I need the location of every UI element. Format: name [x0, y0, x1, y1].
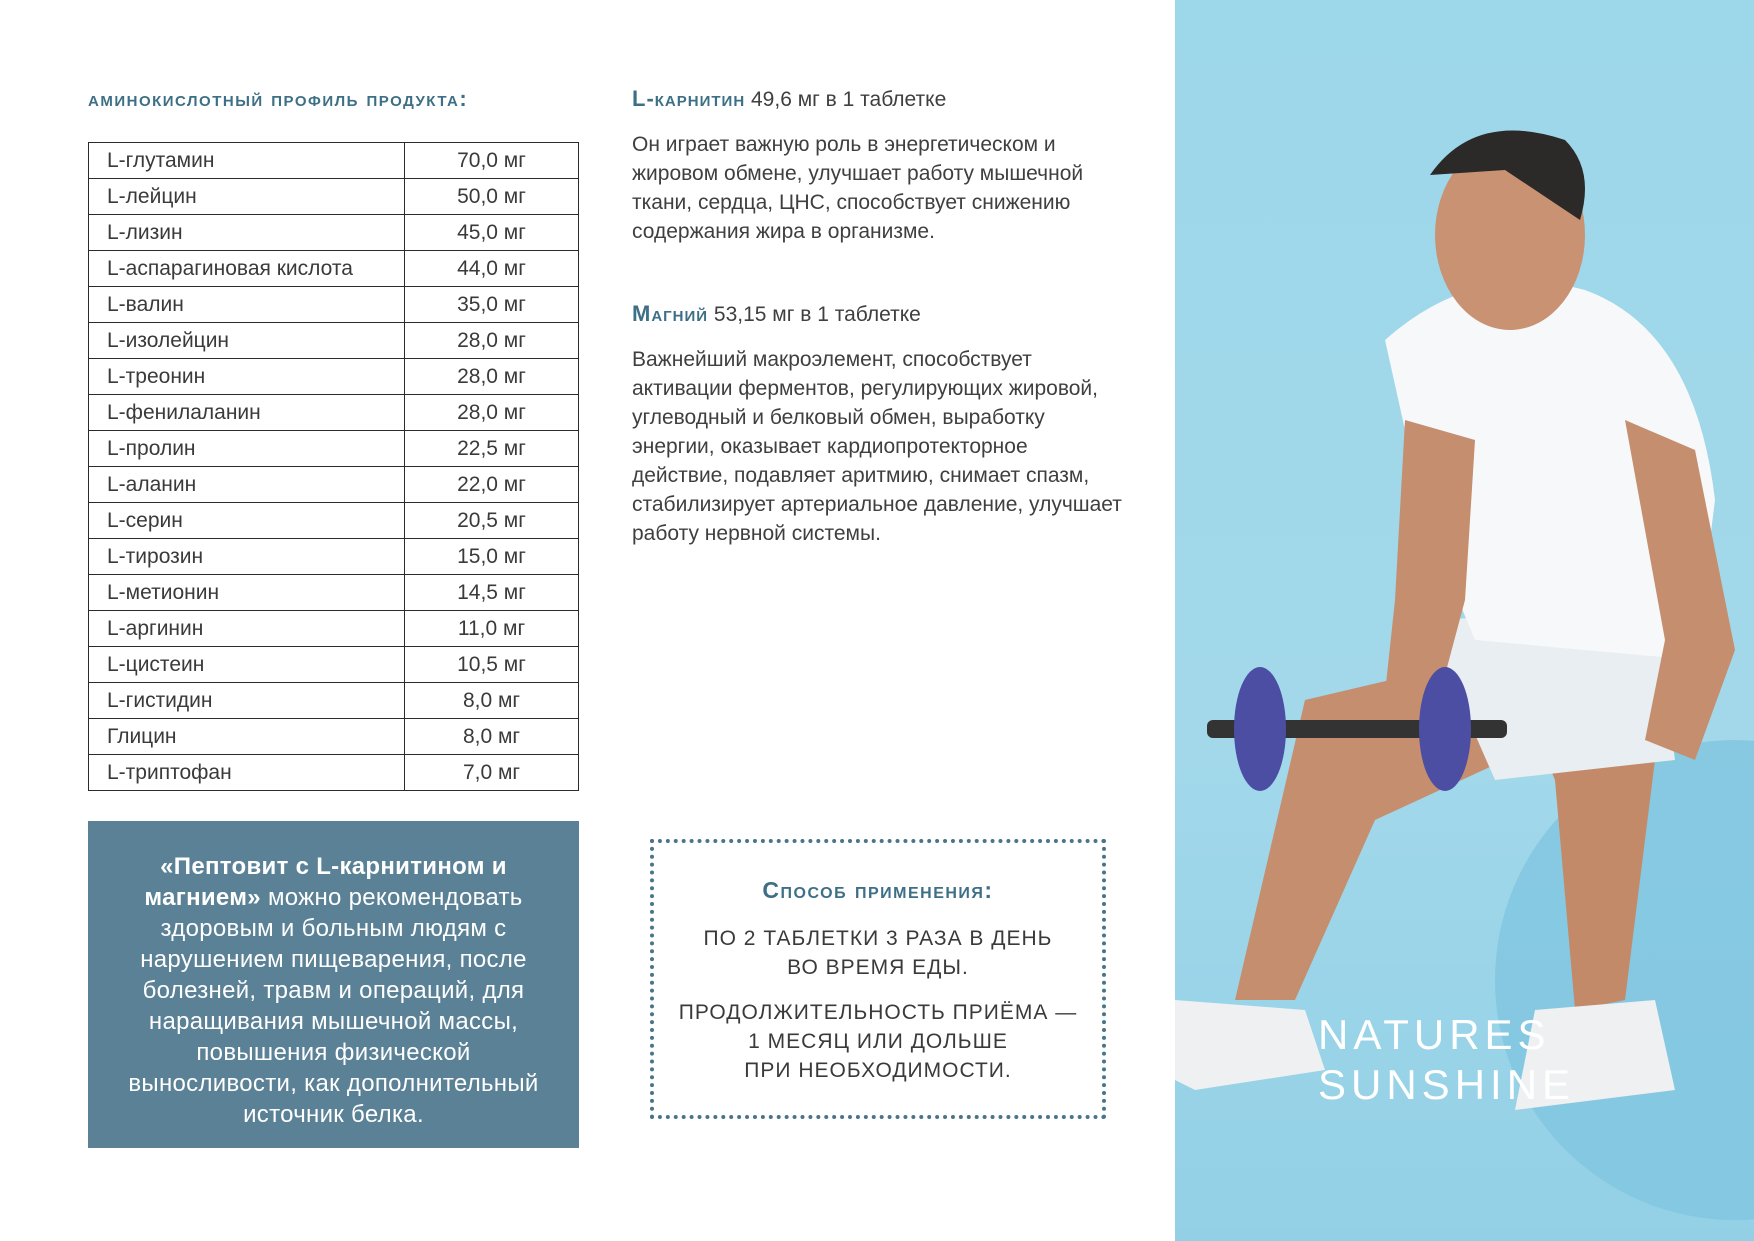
amino-acid-value: 28,0 мг: [405, 359, 579, 395]
amino-acid-name: L-тирозин: [89, 539, 405, 575]
table-row: [89, 215, 579, 251]
usage-line-5: ПРИ НЕОБХОДИМОСТИ.: [744, 1059, 1012, 1082]
magnesium-title: Магний 53,15 мг в 1 таблетке: [632, 301, 921, 326]
amino-acid-name: L-треонин: [89, 359, 405, 395]
amino-acid-name: Глицин: [89, 719, 405, 755]
table-row: [89, 323, 579, 359]
table-row: [89, 431, 579, 467]
amino-acid-name: L-изолейцин: [89, 323, 405, 359]
table-row: [89, 611, 579, 647]
amino-acid-value: 35,0 мг: [405, 287, 579, 323]
table-row: [89, 647, 579, 683]
brand-logo: [1318, 1010, 1575, 1110]
table-row: [89, 359, 579, 395]
table-row: [89, 287, 579, 323]
table-row: [89, 395, 579, 431]
amino-acid-value: 50,0 мг: [405, 179, 579, 215]
amino-acid-name: L-лейцин: [89, 179, 405, 215]
recommendation-text: можно рекомендовать здоровым и больным людям с нарушением пищеварения, после болезней, травм и операций, для наращивания мышечной массы, повышения физической выносливости, как дополнительный источник белка.: [128, 884, 539, 1128]
magnesium-section: [632, 301, 1128, 548]
amino-acid-value: 28,0 мг: [405, 323, 579, 359]
usage-box: [650, 839, 1106, 1119]
table-row: [89, 251, 579, 287]
amino-acid-name: L-серин: [89, 503, 405, 539]
amino-acid-name: L-триптофан: [89, 755, 405, 791]
table-row: [89, 539, 579, 575]
usage-line-1: ПО 2 ТАБЛЕТКИ 3 РАЗА В ДЕНЬ: [703, 927, 1053, 950]
table-row: [89, 683, 579, 719]
carnitine-dose: 49,6 мг в 1 таблетке: [751, 88, 947, 111]
amino-acid-value: 7,0 мг: [405, 755, 579, 791]
usage-line-4: 1 МЕСЯЦ ИЛИ ДОЛЬШЕ: [748, 1030, 1008, 1053]
amino-acid-table: [88, 142, 579, 791]
magnesium-dose: 53,15 мг в 1 таблетке: [713, 303, 921, 326]
amino-acid-value: 8,0 мг: [405, 683, 579, 719]
table-row: [89, 719, 579, 755]
amino-acid-name: L-фенилаланин: [89, 395, 405, 431]
table-row: [89, 503, 579, 539]
amino-profile-heading: аминокислотный профиль продукта:: [88, 86, 469, 111]
amino-acid-value: 45,0 мг: [405, 215, 579, 251]
amino-acid-value: 20,5 мг: [405, 503, 579, 539]
amino-acid-name: L-аргинин: [89, 611, 405, 647]
amino-acid-value: 22,5 мг: [405, 431, 579, 467]
amino-acid-name: L-цистеин: [89, 647, 405, 683]
amino-acid-value: 11,0 мг: [405, 611, 579, 647]
amino-acid-name: L-пролин: [89, 431, 405, 467]
amino-acid-value: 22,0 мг: [405, 467, 579, 503]
amino-acid-value: 10,5 мг: [405, 647, 579, 683]
amino-acid-name: L-глутамин: [89, 143, 405, 179]
usage-line-3: ПРОДОЛЖИТЕЛЬНОСТЬ ПРИЁМА —: [678, 1001, 1078, 1024]
amino-acid-value: 28,0 мг: [405, 395, 579, 431]
amino-acid-name: L-аланин: [89, 467, 405, 503]
usage-title: Способ применения:: [762, 877, 994, 903]
table-row: [89, 179, 579, 215]
usage-line-2: ВО ВРЕМЯ ЕДЫ.: [787, 956, 969, 979]
carnitine-text: Он играет важную роль в энергетическом и жировом обмене, улучшает работу мышечной ткани, сердца, ЦНС, способствует снижению содержания жира в организме.: [632, 133, 1084, 243]
amino-acid-value: 15,0 мг: [405, 539, 579, 575]
amino-acid-name: L-аспарагиновая кислота: [89, 251, 405, 287]
table-row: [89, 755, 579, 791]
recommendation-box: [88, 821, 579, 1148]
carnitine-section: [632, 86, 1128, 246]
amino-acid-name: L-метионин: [89, 575, 405, 611]
table-row: [89, 143, 579, 179]
carnitine-title: L-карнитин 49,6 мг в 1 таблетке: [632, 86, 947, 111]
table-row: [89, 575, 579, 611]
amino-acid-value: 44,0 мг: [405, 251, 579, 287]
amino-acid-value: 8,0 мг: [405, 719, 579, 755]
amino-acid-value: 14,5 мг: [405, 575, 579, 611]
amino-acid-name: L-валин: [89, 287, 405, 323]
brand-line-1: NATURES: [1318, 1011, 1551, 1058]
amino-acid-name: L-гистидин: [89, 683, 405, 719]
brand-line-2: SUNSHINE: [1318, 1061, 1576, 1108]
product-name: «Пептовит с L-карнитином и магнием»: [144, 853, 507, 911]
amino-acid-value: 70,0 мг: [405, 143, 579, 179]
magnesium-text: Важнейший макроэлемент, способствует активации ферментов, регулирующих жировой, углеводный и белковый обмен, выработку энергии, оказывает кардиопротекторное действие, подавляет аритмию, снимает спазм, стабилизирует артериальное давление, улучшает работу нервной системы.: [632, 348, 1122, 545]
table-row: [89, 467, 579, 503]
amino-acid-name: L-лизин: [89, 215, 405, 251]
